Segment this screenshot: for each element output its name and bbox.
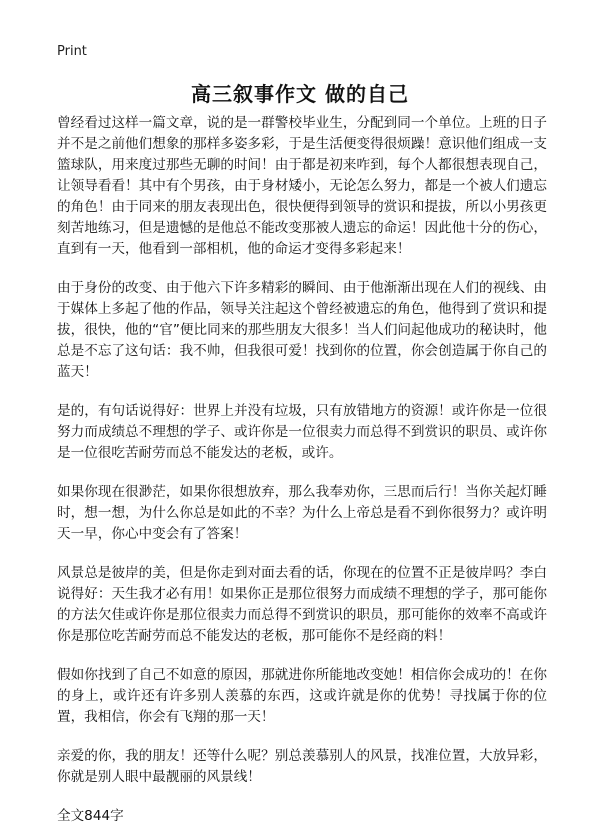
article-title: 高三叙事作文 做的自己: [191, 82, 409, 106]
word-count: 全文844字: [57, 808, 124, 824]
article-body: [57, 113, 547, 827]
article-paragraph: 如果你现在很渺茫，如果你很想放弃，那么我奉劝你，三思而后行！当你关起灯睡时，想一想，为什么你总是如此的不幸？为什么上帝总是看不到你很努力？或许明天一早，你心中变会有了答案！: [57, 484, 547, 542]
article-paragraph: 由于身份的改变、由于他六下许多精彩的瞬间、由于他渐渐出现在人们的视线、由于媒体上多起了他的作品，领导关注起这个曾经被遗忘的角色，他得到了赏识和提拔，很快，他的“官”便比同来的那些朋友大很多！当人们问起他成功的秘诀时，他总是不忘了这句话：我不帅，但我很可爱！找到你的位置，你会创造属于你自己的蓝天！: [57, 280, 547, 380]
article-paragraph: 是的，有句话说得好：世界上并没有垃圾，只有放错地方的资源！或许你是一位很努力而成绩总不理想的学子、或许你是一位很卖力而总得不到赏识的职员、或许你是一位很吃苦耐劳而总不能发达的老板，或许。: [57, 403, 547, 461]
print-link[interactable]: Print: [57, 44, 87, 59]
article-paragraph: 风景总是彼岸的美，但是你走到对面去看的话，你现在的位置不正是彼岸吗？李白说得好：天生我才必有用！如果你正是那位很努力而成绩不理想的学子，那可能你的方法欠佳或许你是那位很卖力而总得不到赏识的职员，那可能你的效率不高或许你是那位吃苦耐劳而总不能发达的老板，那可能你不是经商的料！: [57, 565, 547, 644]
article-paragraph: 曾经看过这样一篇文章，说的是一群警校毕业生，分配到同一个单位。上班的日子并不是之前他们想象的那样多姿多彩，于是生活便变得很烦躁！意识他们组成一支篮球队，用来度过那些无聊的时间！由于都是初来咋到，每个人都很想表现自己，让领导看看！其中有个男孩，由于身材矮小，无论怎么努力，都是一个被人们遗忘的角色！由于同来的朋友表现出色，很快便得到领导的赏识和提拔，所以小男孩更刻苦地练习，但是遗憾的是他总不能改变那被人遗忘的命运！因此他十分的伤心，直到有一天，他看到一部相机，他的命运才变得多彩起来！: [57, 115, 547, 257]
article-paragraph: 亲爱的你，我的朋友！还等什么呢？别总羡慕别人的风景，找准位置，大放异彩，你就是别人眼中最靓丽的风景线！: [57, 748, 547, 785]
article-paragraph: 假如你找到了自己不如意的原因，那就进你所能地改变她！相信你会成功的！在你的身上，或许还有许多别人羡慕的东西，这或许就是你的优势！寻找属于你的位置，我相信，你会有飞翔的那一天！: [57, 667, 547, 725]
